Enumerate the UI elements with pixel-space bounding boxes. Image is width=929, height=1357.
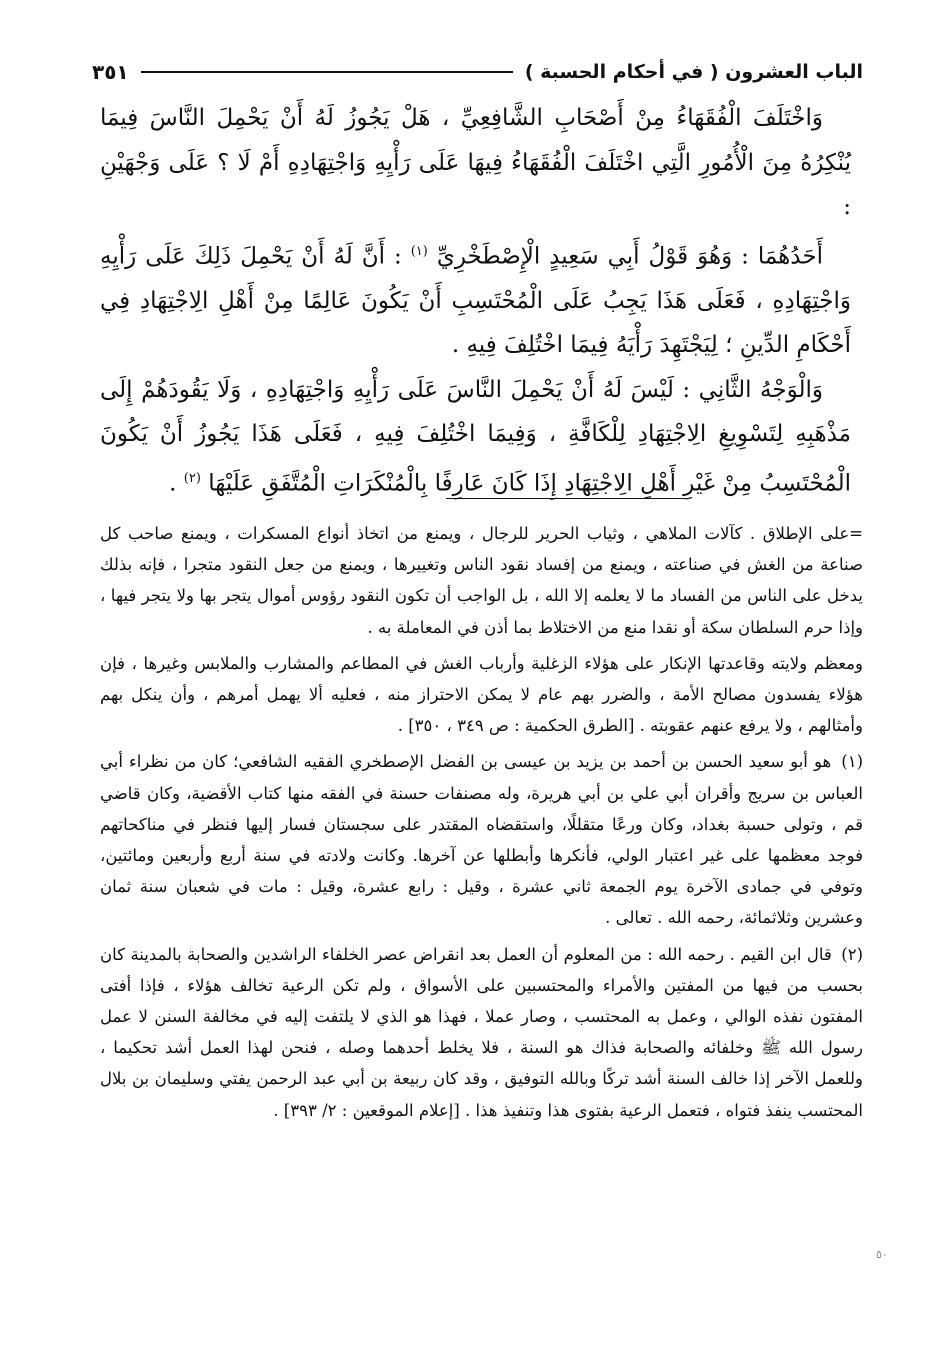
- page-header: [92, 52, 863, 92]
- header-rule: [141, 71, 513, 73]
- margin-mark: ٥٠: [876, 1248, 888, 1261]
- main-text: [100, 96, 851, 506]
- footnote-ref-1[interactable]: (١): [410, 243, 428, 259]
- paragraph-2: [100, 230, 851, 368]
- footnote-ref-2[interactable]: (٢): [183, 470, 201, 486]
- footnote-2: [100, 939, 863, 1126]
- footnote-separator: [446, 498, 686, 499]
- footnote-continued-2: ومعظم ولايته وقاعدتها الإنكار على هؤلاء الزغلية وأرباب الغش في المطاعم والمشارب والملابس وغيرها ، فإن هؤلاء يفسدون مصالح الأمة ، والضرر بهم عام لا يمكن الاحتراز منه ، فعليه ألا يهمل أمرهم ، وأن ينكل بهم وأمثالهم ، ولا يرفع عنهم عقوبته . [الطرق الحكمية : ص ٣٤٩ ، ٣٥٠] .: [100, 653, 863, 736]
- footnote-2-number: (٢): [841, 944, 863, 964]
- footnote-1-text: هو أبو سعيد الحسن بن أحمد بن يزيد بن عيسى بن الفضل الإصطخري الفقيه الشافعي؛ كان من نظراء أبي العباس بن سريج وأقران أبي علي بن أبي هريرة، وله مصنفات حسنة في الفقه منها كتاب الأقضية، وكان قاضي قم ، وتولى حسبة بغداد، وكان ورعًا متقللًا، واستقضاه المقتدر على سجستان فسار إليها فنظر في مناكحاتهم فوجد معظمها على غير اعتبار الولي، فأنكرها وأبطلها عن آخرها. وكانت ولادته في سنة أربع وأربعين ومائتين، وتوفي في جمادى الآخرة يوم الجمعة ثاني عشرة ، وقيل : رابع عشرة، وقيل : مات في شعبان سنة ثمان وعشرين وثلاثمائة، رحمه الله . تعالى .: [100, 752, 863, 928]
- footnote-2-text: قال ابن القيم . رحمه الله : من المعلوم أن العمل بعد انقراض عصر الخلفاء الراشدين والصحابة بالمدينة كان بحسب من فيها من المفتين والأمراء والمحتسبين على الأسواق ، ولم تكن الرعية تخالف هؤلاء ، فإذا أفتى المفتون نفذه الوالي ، وعمل به المحتسب ، وصار عملا ، فهذا هو الذي لا يلتفت إليه في مخالفة السنن لا عمل رسول الله ﷺ وخلفائه والصحابة فذاك هو السنة ، فلا يخلط أحدهما وصله ، فنحن لهذا العمل أشد تحكيما ، وللعمل الآخر إذا خالف السنة أشد تركًا وبالله التوفيق ، وقد كان ربيعة بن أبي عبد الرحمن يفتي وسليمان بن بلال المحتسب ينفذ فتواه ، فتعمل الرعية بفتوى هذا وتنفيذ هذا . [إعلام الموقعين : ٢/ ٣٩٣] .: [100, 944, 863, 1120]
- footnote-continued-1: =على الإطلاق . كآلات الملاهي ، وثياب الحرير للرجال ، ويمنع من اتخاذ أنواع المسكرات ، ويمنع صاحب كل صناعة من الغش في صناعته ، ويمنع من إفساد نقود الناس وتغييرها ، ويمنع من جعل النقود متجرا ، فإنه بذلك يدخل على الناس من الفساد ما لا يعلمه إلا الله ، بل الواجب أن تكون النقود رؤوس أموال يتجر بها ولا يتجر فيها ، وإذا حرم السلطان سكة أو نقدا منع من الاختلاط بما أذن في المعاملة به .: [100, 524, 863, 637]
- paragraph-2-start: أَحَدُهُمَا : وَهُوَ قَوْلُ أَبِي سَعِيدٍ الْإِصْطَخْرِيِّ: [436, 243, 823, 270]
- paragraph-3: [100, 368, 851, 506]
- footnote-1-number: (١): [841, 752, 863, 772]
- paragraph-3-end: .: [169, 470, 177, 497]
- paragraph-1: وَاخْتَلَفَ الْفُقَهَاءُ مِنْ أَصْحَابِ الشَّافِعِيِّ ، هَلْ يَجُوزُ لَهُ أَنْ يَحْمِلَ النَّاسَ فِيمَا يُنْكِرُهُ مِنَ الْأُمُورِ الَّتِي اخْتَلَفَ الْفُقَهَاءُ فِيهَا عَلَى رَأْيِهِ وَاجْتِهَادِهِ أَمْ لَا ؟ عَلَى وَجْهَيْنِ :: [100, 105, 851, 220]
- footnotes: [100, 518, 863, 1126]
- paragraph-3-start: وَالْوَجْهُ الثَّانِي : لَيْسَ لَهُ أَنْ يَحْمِلَ النَّاسَ عَلَى رَأْيِهِ وَاجْتِهَادِهِ ، وَلَا يَقُودَهُمْ إِلَى مَذْهَبِهِ لِتَسْوِيغِ الِاجْتِهَادِ لِلْكَافَّةِ ، وَفِيمَا اخْتُلِفَ فِيهِ ، فَعَلَى هَذَا يَجُوزُ أَنْ يَكُونَ الْمُحْتَسِبُ مِنْ غَيْرِ أَهْلِ الِاجْتِهَادِ إِذَا كَانَ عَارِفًا بِالْمُنْكَرَاتِ الْمُتَّفَقِ عَلَيْهَا: [100, 376, 851, 497]
- page-number: ٣٥١: [92, 60, 129, 84]
- footnote-1: [100, 746, 863, 933]
- paragraph-2-rest: : أَنَّ لَهُ أَنْ يَحْمِلَ ذَلِكَ عَلَى رَأْيِهِ وَاجْتِهَادِهِ ، فَعَلَى هَذَا يَجِبُ عَلَى الْمُحْتَسِبِ أَنْ يَكُونَ عَالِمًا مِنْ أَهْلِ الِاجْتِهَادِ فِي أَحْكَامِ الدِّينِ ؛ لِيَجْتَهِدَ رَأْيَهُ فِيمَا اخْتُلِفَ فِيهِ .: [100, 243, 851, 359]
- running-title: الباب العشرون ( في أحكام الحسبة ): [524, 61, 863, 83]
